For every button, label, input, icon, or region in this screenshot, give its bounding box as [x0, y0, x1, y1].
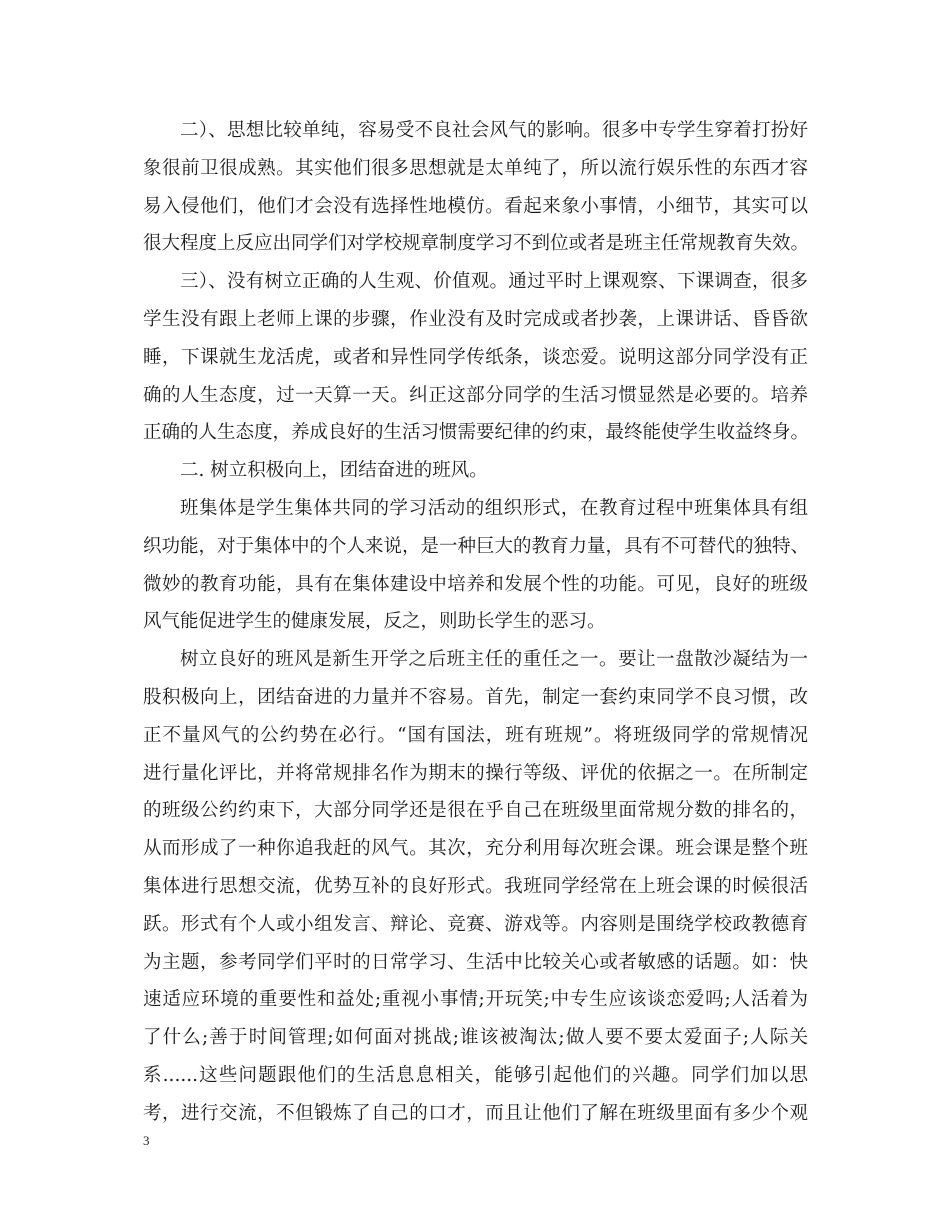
text-line: 二. 树立积极向上，团结奋进的班风。	[180, 460, 488, 482]
text-line: 为主题，参考同学们平时的日常学习、生活中比较关心或者敏感的话题。如：快	[143, 951, 808, 973]
text-line: 进行量化评比，并将常规排名作为期末的操行等级、评优的依据之一。在所制定	[143, 762, 808, 784]
text-line: 系......这些问题跟他们的生活息息相关，能够引起他们的兴趣。同学们加以思	[143, 1064, 808, 1086]
text-line: 跃。形式有个人或小组发言、辩论、竞赛、游戏等。内容则是围绕学校政教德育	[143, 913, 808, 935]
text-line: 考，进行交流，不但锻炼了自己的口才，而且让他们了解在班级里面有多少个观	[143, 1102, 808, 1124]
text-line: 班集体是学生集体共同的学习活动的组织形式，在教育过程中班集体具有组	[180, 497, 808, 519]
text-line: 股积极向上，团结奋进的力量并不容易。首先，制定一套约束同学不良习惯，改	[143, 686, 808, 708]
document-body	[143, 112, 808, 1133]
text-line: 很大程度上反应出同学们对学校规章制度学习不到位或者是班主任常规教育失效。	[143, 233, 810, 255]
text-line: 风气能促进学生的健康发展，反之，则助长学生的恶习。	[143, 611, 606, 633]
text-line: 睡，下课就生龙活虎，或者和异性同学传纸条，谈恋爱。说明这部分同学没有正	[143, 346, 808, 368]
text-line: 确的人生态度，过一天算一天。纠正这部分同学的生活习惯显然是必要的。培养	[143, 384, 808, 406]
text-line: 学生没有跟上老师上课的步骤，作业没有及时完成或者抄袭，上课讲话、昏昏欲	[143, 308, 808, 330]
text-line: 树立良好的班风是新生开学之后班主任的重任之一。要让一盘散沙凝结为一	[180, 649, 808, 671]
text-line: 易入侵他们，他们才会没有选择性地模仿。看起来象小事情，小细节，其实可以	[143, 195, 808, 217]
text-line: 从而形成了一种你追我赶的风气。其次，充分利用每次班会课。班会课是整个班	[143, 838, 808, 860]
text-line: 速适应环境的重要性和益处;重视小事情;开玩笑;中专生应该谈恋爱吗;人活着为	[143, 989, 808, 1011]
text-line: 正不量风气的公约势在必行。“国有国法，班有班规”。将班级同学的常规情况	[143, 724, 808, 746]
text-line: 正确的人生态度，养成良好的生活习惯需要纪律的约束，最终能使学生收益终身。	[143, 422, 810, 444]
text-line: 的班级公约约束下，大部分同学还是很在乎自己在班级里面常规分数的排名的，	[143, 800, 808, 822]
text-line: 象很前卫很成熟。其实他们很多思想就是太单纯了，所以流行娱乐性的东西才容	[143, 157, 808, 179]
text-line: 了什么;善于时间管理;如何面对挑战;谁该被淘汰;做人要不要太爱面子;人际关	[143, 1027, 808, 1049]
text-line: 二）、思想比较单纯，容易受不良社会风气的影响。很多中专学生穿着打扮好	[180, 120, 808, 141]
text-line: 织功能，对于集体中的个人来说，是一种巨大的教育力量，具有不可替代的独特、	[143, 535, 810, 557]
text-line: 微妙的教育功能，具有在集体建设中培养和发展个性的功能。可见，良好的班级	[143, 573, 808, 595]
text-line: 集体进行思想交流，优势互补的良好形式。我班同学经常在上班会课的时候很活	[143, 875, 808, 897]
text-line: 三）、没有树立正确的人生观、价值观。通过平时上课观察、下课调查，很多	[180, 271, 808, 293]
page-number: 3	[143, 1133, 150, 1148]
